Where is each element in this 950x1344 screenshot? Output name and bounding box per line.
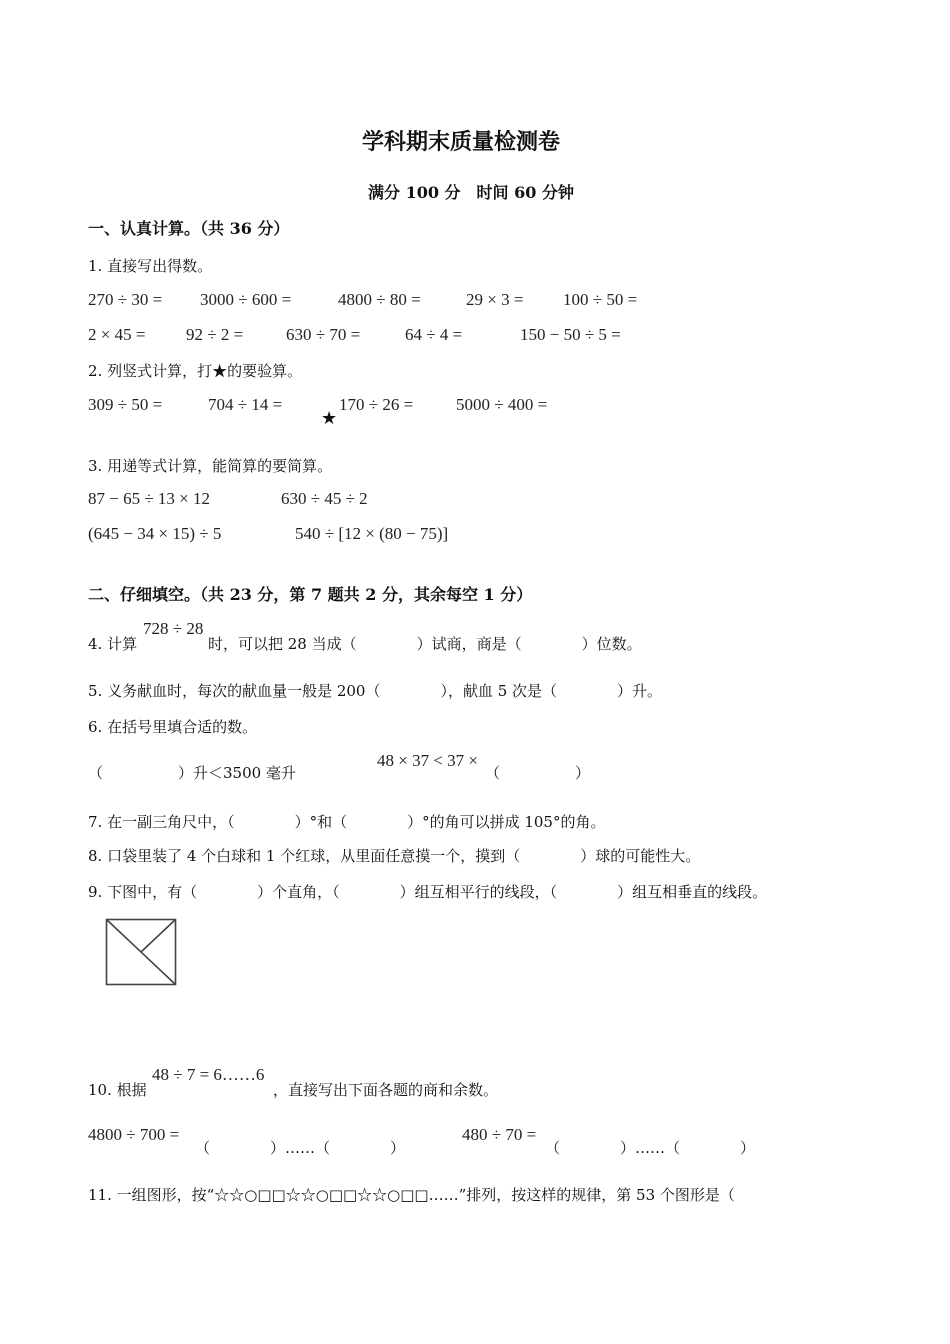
q1-item: 630 ÷ 70 = bbox=[286, 325, 361, 344]
q8-text: 8. 口袋里装了 4 个白球和 1 个红球，从里面任意摸一个，摸到（ ）球的可能性大。 bbox=[88, 847, 701, 865]
q4-text-a: 4. 计算 bbox=[88, 635, 138, 653]
q3-item: (645 − 34 × 15) ÷ 5 bbox=[88, 524, 222, 543]
q1-item: 100 ÷ 50 = bbox=[563, 290, 638, 309]
q6-left: （ ）升＜3500 毫升 bbox=[88, 764, 296, 782]
star-icon: ★ bbox=[321, 408, 338, 429]
q2-prompt: 2. 列竖式计算，打★的要验算。 bbox=[88, 362, 303, 380]
q3-prompt: 3. 用递等式计算，能简算的要简算。 bbox=[88, 457, 333, 475]
q4-text-b: 时，可以把 28 当成（ ）试商，商是（ ）位数。 bbox=[208, 635, 642, 653]
q10-item2-blanks: （ ）……（ ） bbox=[545, 1139, 756, 1157]
q2-item: 704 ÷ 14 = bbox=[208, 395, 283, 414]
q1-item: 270 ÷ 30 = bbox=[88, 290, 163, 309]
q2-item: 170 ÷ 26 = bbox=[339, 395, 414, 414]
q4-expression: 728 ÷ 28 bbox=[143, 619, 204, 638]
q1-item: 29 × 3 = bbox=[466, 290, 524, 309]
q9-text: 9. 下图中，有（ ）个直角，（ ）组互相平行的线段，（ ）组互相垂直的线段。 bbox=[88, 883, 768, 901]
q1-prompt: 1. 直接写出得数。 bbox=[88, 257, 213, 275]
q1-item: 2 × 45 = bbox=[88, 325, 146, 344]
q10-item1-blanks: （ ）……（ ） bbox=[195, 1139, 406, 1157]
q6-prompt: 6. 在括号里填合适的数。 bbox=[88, 718, 258, 736]
section-heading-1: 一、认真计算。（共 36 分） bbox=[88, 219, 290, 238]
q1-item: 64 ÷ 4 = bbox=[405, 325, 463, 344]
q1-item: 3000 ÷ 600 = bbox=[200, 290, 292, 309]
page-title: 学科期末质量检测卷 bbox=[362, 129, 561, 155]
q11-text: 11. 一组图形，按“☆☆○□□☆☆○□□☆☆○□□……”排列，按这样的规律，第 53 个图形是（ bbox=[88, 1186, 735, 1204]
q9-figure bbox=[105, 918, 177, 986]
q10-text-a: 10. 根据 bbox=[88, 1081, 147, 1099]
q7-text: 7. 在一副三角尺中，（ ）°和（ ）°的角可以拼成 105°的角。 bbox=[88, 813, 606, 831]
q2-item: 5000 ÷ 400 = bbox=[456, 395, 548, 414]
q1-item: 150 − 50 ÷ 5 = bbox=[520, 325, 621, 344]
q5-text: 5. 义务献血时，每次的献血量一般是 200（ ），献血 5 次是（ ）升。 bbox=[88, 682, 663, 700]
q10-item2-expression: 480 ÷ 70 = bbox=[462, 1125, 537, 1144]
page-subtitle: 满分 100 分 时间 60 分钟 bbox=[368, 183, 574, 202]
q3-item: 630 ÷ 45 ÷ 2 bbox=[281, 489, 368, 508]
q1-item: 4800 ÷ 80 = bbox=[338, 290, 421, 309]
q1-item: 92 ÷ 2 = bbox=[186, 325, 244, 344]
q3-item: 87 − 65 ÷ 13 × 12 bbox=[88, 489, 211, 508]
q6-right-blank: （ ） bbox=[485, 764, 591, 782]
q10-expression: 48 ÷ 7 = 6……6 bbox=[152, 1065, 265, 1084]
q10-text-b: ，直接写出下面各题的商和余数。 bbox=[273, 1081, 499, 1099]
q10-item1-expression: 4800 ÷ 700 = bbox=[88, 1125, 180, 1144]
q3-item: 540 ÷ [12 × (80 − 75)] bbox=[295, 524, 449, 543]
q2-item: 309 ÷ 50 = bbox=[88, 395, 163, 414]
section-heading-2: 二、仔细填空。（共 23 分，第 7 题共 2 分，其余每空 1 分） bbox=[88, 585, 533, 604]
figure-segment bbox=[141, 920, 176, 953]
q6-right-expression: 48 × 37 < 37 × bbox=[377, 751, 479, 770]
